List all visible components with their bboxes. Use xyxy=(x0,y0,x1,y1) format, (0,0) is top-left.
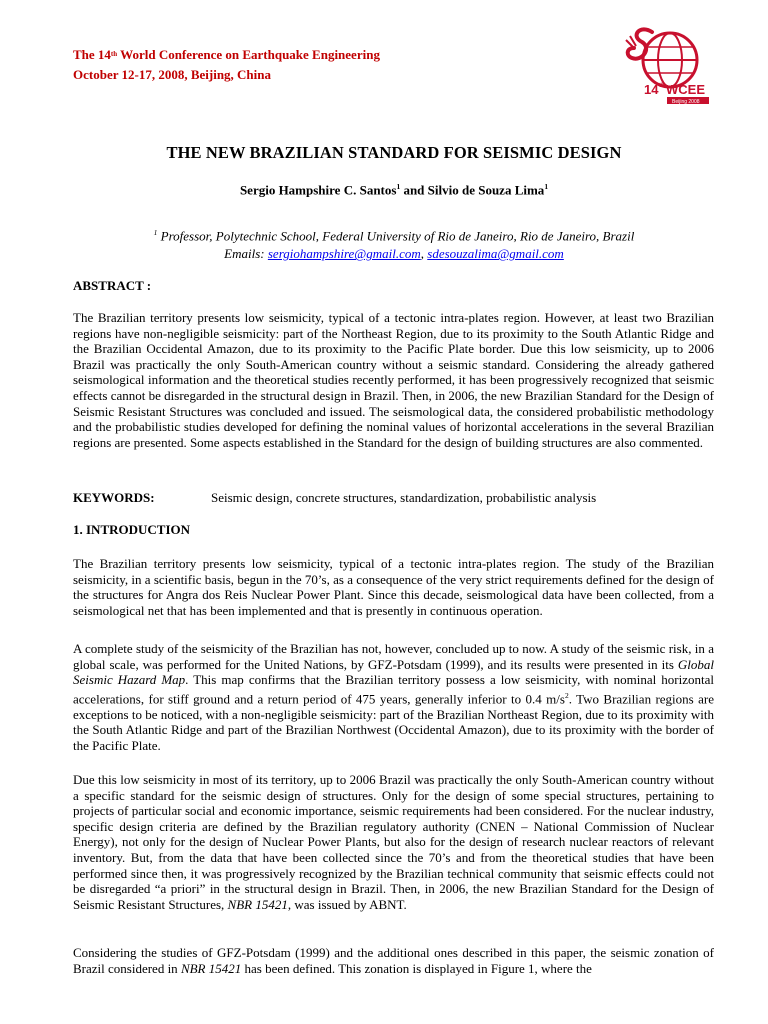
paper-title: THE NEW BRAZILIAN STANDARD FOR SEISMIC DESIGN xyxy=(166,143,622,162)
affiliation xyxy=(0,224,768,263)
logo-sub: Beijing 2008 xyxy=(672,99,700,105)
conference-name: The 14th World Conference on Earthquake Engineering xyxy=(73,47,380,62)
author-line: Sergio Hampshire C. Santos$^1$ and Silvio de Souza Lima$^1$ xyxy=(239,182,549,198)
email-link-2[interactable]: sdesouzalima@gmail.com xyxy=(427,246,564,262)
keywords-text: Seismic design, concrete structures, standardization, probabilistic analysis xyxy=(211,490,597,505)
keywords-label: KEYWORDS: xyxy=(73,490,155,505)
emails-line: Emails: sergiohampshire@gmail.com, sdesouzalima@gmail.com xyxy=(224,246,564,262)
email-link-1[interactable]: sergiohampshire@gmail.com xyxy=(267,246,421,262)
keywords xyxy=(73,490,733,506)
intro-paragraph-3: Due this low seismicity in most of its territory, up to 2006 Brazil was practically the only South-American country without a specific standard for the seismic design of structures. Only for the design of some special structures, pertaining to projects of particular social and economic importance, seismic requirements had been considered. For the nuclear industry, specific design criteria are defined by the Brazilian regulatory authority (CNEN – National Commission of Nuclear Energy), not only for the design of Nuclear Power Plants, but also for the design of research nuclear reactors of relevant inventory. But, from the data that have been collected since the 70’s and from the theoretical studies that have been performed since then, it was progressively recognized by the Brazilian technical community that seismic effects could not be disregarded “a priori” in the structural design in Brazil. Then, in 2006, the new Brazilian Standard for the Design of Seismic Resistant Structures, NBR 15421, was issued by ABNT. xyxy=(73,772,714,912)
conference-header xyxy=(73,46,380,83)
affiliation-line: $^1$ Professor, Polytechnic School, Federal University of Rio de Janeiro, Rio de Janeiro, Brazil xyxy=(153,228,635,244)
section-heading: 1. INTRODUCTION xyxy=(73,522,191,537)
abstract-heading: ABSTRACT : xyxy=(73,278,152,293)
intro-paragraph-2: A complete study of the seismicity of the Brazilian has not, however, concluded up to now. A study of the seismic risk, in a global scale, was performed for the United Nations, by GFZ-Potsdam (1999), and its results were presented in its Global Seismic Hazard Map. This map confirms that the Brazilian territory possess a low seismicity, with nominal horizontal accelerations, for stiff ground and a return period of 475 years, generally inferior to 0.4 $m/s^2$. Two Brazilian regions are exceptions to be noticed, with a non-negligible seismicity: part of the Brazilian Northeast Region, due to its proximity with the South Atlantic Ridge and part of the Brazilian Northwest (Occidental Amazon), due to its proximity with the border of the Pacific Plate. xyxy=(73,641,714,753)
intro-paragraph-1: The Brazilian territory presents low seismicity, typical of a tectonic intra-plates region. The study of the Brazilian seismicity, in a scientific basis, begun in the 70’s, as a consequence of the very strict requirements defined for the design of the structures for Angra dos Reis Nuclear Power Plant. Since this decade, seismological data have been collected, from a seismological net that has been implemented and that is presently in continuous operation. xyxy=(73,556,714,618)
intro-paragraph-4: Considering the studies of GFZ-Potsdam (1999) and the additional ones described in this paper, the seismic zonation of Brazil considered in NBR 15421 has been defined. This zonation is displayed in Figure 1, where the xyxy=(73,945,714,976)
logo-number: 14 xyxy=(644,82,659,97)
wcee-logo xyxy=(612,18,722,106)
abstract-text: The Brazilian territory presents low seismicity, typical of a tectonic intra-plates region. However, at least two Brazilian regions have non-negligible seismicity: part of the Northeast Region, due to its proximity to the South Atlantic Ridge and the Brazilian Occidental Amazon, due to its proximity to the Pacific Plate border. Due this low seismicity, up to 2006 Brazil was practically the only South-American country without a seismic standard. Considering the already gathered seismological information and the theoretical studies recently performed, it has been progressively recognized that seismic effects cannot be disregarded in the structural design in Brazil. Then, in 2006, the new Brazilian Standard for the Design of Seismic Resistant Structures was concluded and issued. The seismological data, the considered probabilistic methodology and the probabilistic studies developed for defining the nominal values of horizontal accelerations in the several Brazilian regions are presented. Some aspects established in the Standard for the design of building structures are also commented. xyxy=(73,310,714,450)
conference-date: October 12-17, 2008, Beijing, China xyxy=(73,67,272,82)
logo-name: WCEE xyxy=(666,82,705,97)
logo-suffix: th xyxy=(659,83,665,89)
